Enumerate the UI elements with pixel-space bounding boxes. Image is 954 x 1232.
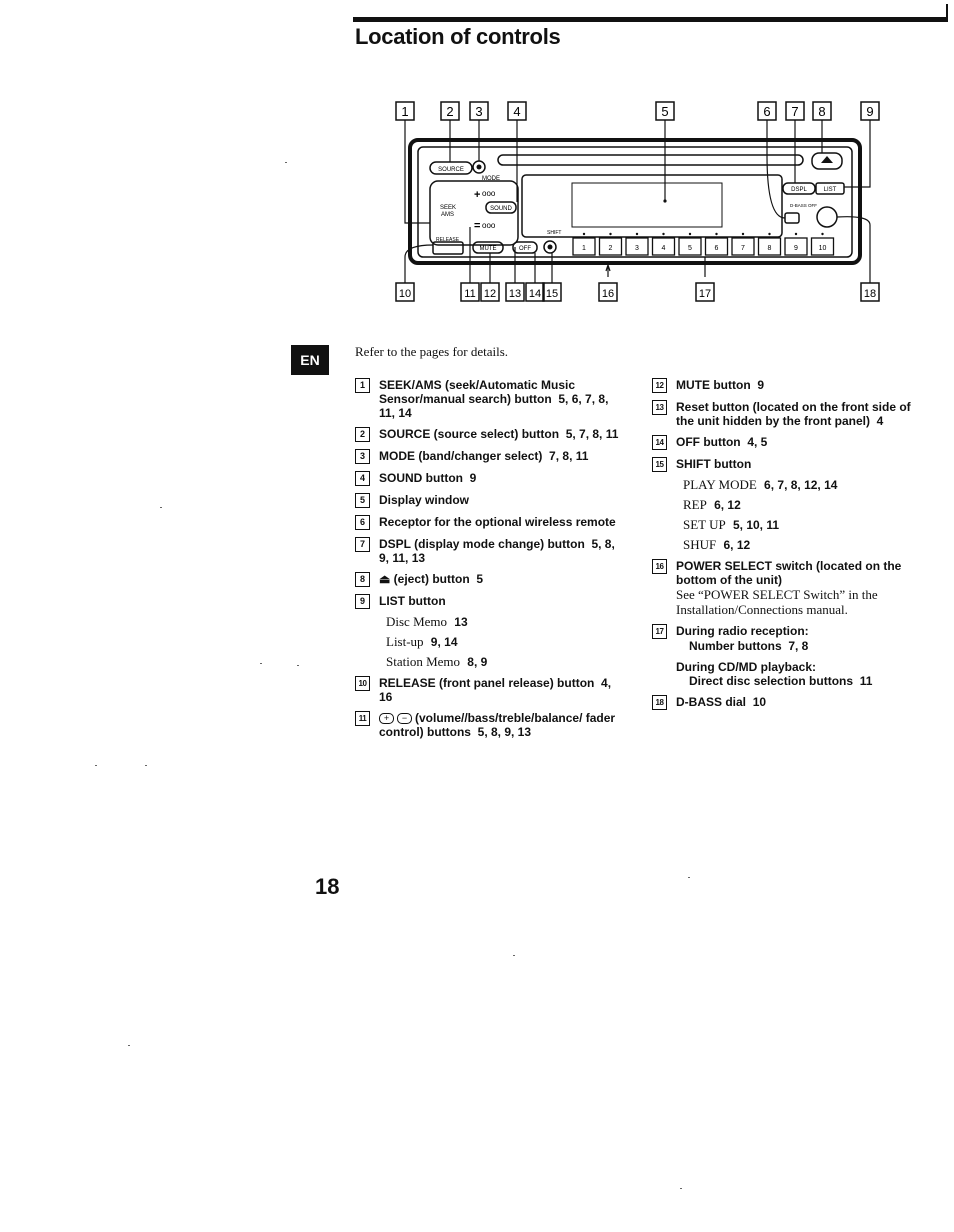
list-item: 9 LIST button (355, 594, 625, 609)
left-column (355, 378, 625, 746)
callout-label: 15 (545, 288, 559, 300)
callout-label: 2 (446, 104, 454, 119)
shift-subitems: PLAY MODE 6, 7, 8, 12, 14 REP 6, 12 SET UP 5, 10, 11 SHUF 6, 12 (683, 477, 838, 552)
button-dot (821, 233, 823, 235)
item-number: 13 (652, 400, 667, 415)
list-item: 16 POWER SELECT switch (located on the bottom of the unit) (652, 559, 924, 587)
callout-label: 6 (763, 104, 771, 119)
svg-text:SOUND: SOUND (490, 206, 512, 212)
minus-icon: − (397, 713, 412, 724)
callout-label: 3 (475, 104, 483, 119)
power-select-note: See “POWER SELECT Switch” in the Installation/Connections manual. (676, 587, 878, 617)
callout-label: 5 (661, 104, 669, 119)
intro-text: Refer to the pages for details. (355, 344, 509, 359)
item-number: 7 (355, 537, 370, 552)
list-item: 11 + − (volume//bass/treble/balance/ fader control) buttons 5, 8, 9, 13 (355, 711, 625, 739)
list-item: 14 OFF button 4, 5 (652, 435, 924, 450)
scan-speck (160, 507, 162, 508)
list-item: 10 RELEASE (front panel release) button 4, 16 (355, 676, 625, 704)
svg-text:SOURCE: SOURCE (438, 167, 464, 173)
scan-speck (688, 877, 690, 878)
header-rule (353, 17, 946, 22)
svg-text:+: + (474, 189, 481, 201)
number-button-label: 6 (714, 245, 719, 252)
svg-text:MODE: MODE (482, 176, 500, 182)
item-number: 8 (355, 572, 370, 587)
list-item: 12 MUTE button 9 (652, 378, 924, 393)
item-number: 10 (355, 676, 370, 691)
scan-speck (145, 765, 147, 766)
callout-label: 17 (698, 288, 712, 300)
plus-icon: + (379, 713, 394, 724)
button-dot (742, 233, 744, 235)
number-button-label: 10 (818, 245, 827, 252)
list-item: 3 MODE (band/changer select) 7, 8, 11 (355, 449, 625, 464)
item-number: 17 (652, 624, 667, 639)
release-button (433, 242, 463, 254)
dbass-dial (817, 207, 837, 227)
cdmd-sub: Direct disc selection buttons 11 (689, 674, 873, 688)
item-number: 1 (355, 378, 370, 393)
svg-text:RELEASE: RELEASE (436, 237, 460, 243)
list-item: 6 Receptor for the optional wireless remote (355, 515, 625, 530)
list-subitems: Disc Memo 13 List-up 9, 14 Station Memo 8, 9 (386, 614, 488, 669)
number-button-label: 8 (767, 245, 772, 252)
svg-text:SHIFT: SHIFT (547, 230, 562, 236)
item-number: 15 (652, 457, 667, 472)
right-column (652, 378, 924, 717)
item-number: 12 (652, 378, 667, 393)
item-number: 9 (355, 594, 370, 609)
button-dot (662, 233, 664, 235)
button-dot (768, 233, 770, 235)
eject-icon (821, 156, 833, 163)
button-dot (715, 233, 717, 235)
item-number: 14 (652, 435, 667, 450)
list-item: 17 During radio reception: (652, 624, 924, 639)
svg-text:=: = (474, 220, 481, 232)
item-number: 2 (355, 427, 370, 442)
number-button-label: 1 (582, 245, 586, 252)
number-button-label: 4 (661, 245, 666, 252)
radio-sub: Number buttons 7, 8 (689, 639, 809, 653)
page-number: 18 (315, 874, 340, 899)
list-item: 8 ⏏ (eject) button 5 (355, 572, 625, 587)
item-number: 4 (355, 471, 370, 486)
leader-lines (405, 120, 870, 283)
scan-speck (95, 765, 97, 766)
item-number: 16 (652, 559, 667, 574)
svg-text:MUTE: MUTE (479, 246, 497, 252)
svg-text:D-BASS OFF: D-BASS OFF (790, 203, 818, 208)
list-item: 5 Display window (355, 493, 625, 508)
receptor (785, 213, 799, 223)
callout-label: 12 (483, 288, 497, 300)
svg-text:DSPL: DSPL (791, 187, 807, 193)
svg-text:SEEK: SEEK (440, 205, 457, 211)
svg-text:ooo: ooo (482, 189, 496, 198)
display-window (522, 175, 782, 237)
item-number: 5 (355, 493, 370, 508)
scan-speck (297, 665, 299, 666)
list-item: 2 SOURCE (source select) button 5, 7, 8, 11 (355, 427, 625, 442)
scan-speck (513, 955, 515, 956)
number-button-label: 2 (608, 245, 613, 252)
callout-label: 11 (464, 288, 476, 300)
callout-label: 14 (528, 288, 542, 300)
cdmd-label: During CD/MD playback: (676, 660, 817, 674)
number-button-label: 7 (741, 245, 745, 252)
callout-label: 13 (508, 288, 522, 300)
item-number: 18 (652, 695, 667, 710)
callout-label: 7 (791, 104, 799, 119)
scan-speck (128, 1045, 130, 1046)
svg-text:OFF: OFF (519, 246, 531, 252)
list-item: 13 Reset button (located on the front side of the unit hidden by the front panel) 4 (652, 400, 924, 428)
callout-label: 9 (866, 104, 874, 119)
page-title: Location of controls (355, 24, 561, 49)
button-dot (689, 233, 691, 235)
front-panel-figure (380, 95, 900, 315)
svg-text:LIST: LIST (823, 187, 837, 193)
callout-label: 16 (601, 288, 615, 300)
callout-label: 4 (513, 104, 521, 119)
list-item: 7 DSPL (display mode change) button 5, 8, 9, 11, 13 (355, 537, 625, 565)
list-item: 1 SEEK/AMS (seek/Automatic Music Sensor/manual search) button 5, 6, 7, 8, 11, 14 (355, 378, 625, 420)
number-button-label: 3 (635, 245, 639, 252)
header-rule-tick (946, 4, 948, 22)
scan-speck (285, 162, 287, 163)
callout-label: 18 (863, 288, 877, 300)
item-number: 3 (355, 449, 370, 464)
button-dot (609, 233, 611, 235)
callout-label: 10 (398, 288, 412, 300)
scan-speck (680, 1188, 682, 1189)
list-item: 18 D-BASS dial 10 (652, 695, 924, 710)
button-dot (795, 233, 797, 235)
button-dot (583, 233, 585, 235)
eject-item-label: ⏏ (eject) button (379, 572, 470, 586)
language-badge: EN (291, 345, 329, 375)
disc-slot (498, 155, 803, 165)
display-inner (572, 183, 722, 227)
number-button-label: 5 (688, 245, 692, 252)
scan-speck (260, 663, 262, 664)
callout-label: 1 (401, 104, 409, 119)
list-item: 15 SHIFT button (652, 457, 924, 472)
number-button-label: 9 (794, 245, 798, 252)
button-dot (636, 233, 638, 235)
item-number: 11 (355, 711, 370, 726)
item-number: 6 (355, 515, 370, 530)
svg-text:ooo: ooo (482, 221, 496, 230)
svg-text:AMS: AMS (441, 212, 455, 218)
list-item: 4 SOUND button 9 (355, 471, 625, 486)
callout-label: 8 (818, 104, 826, 119)
